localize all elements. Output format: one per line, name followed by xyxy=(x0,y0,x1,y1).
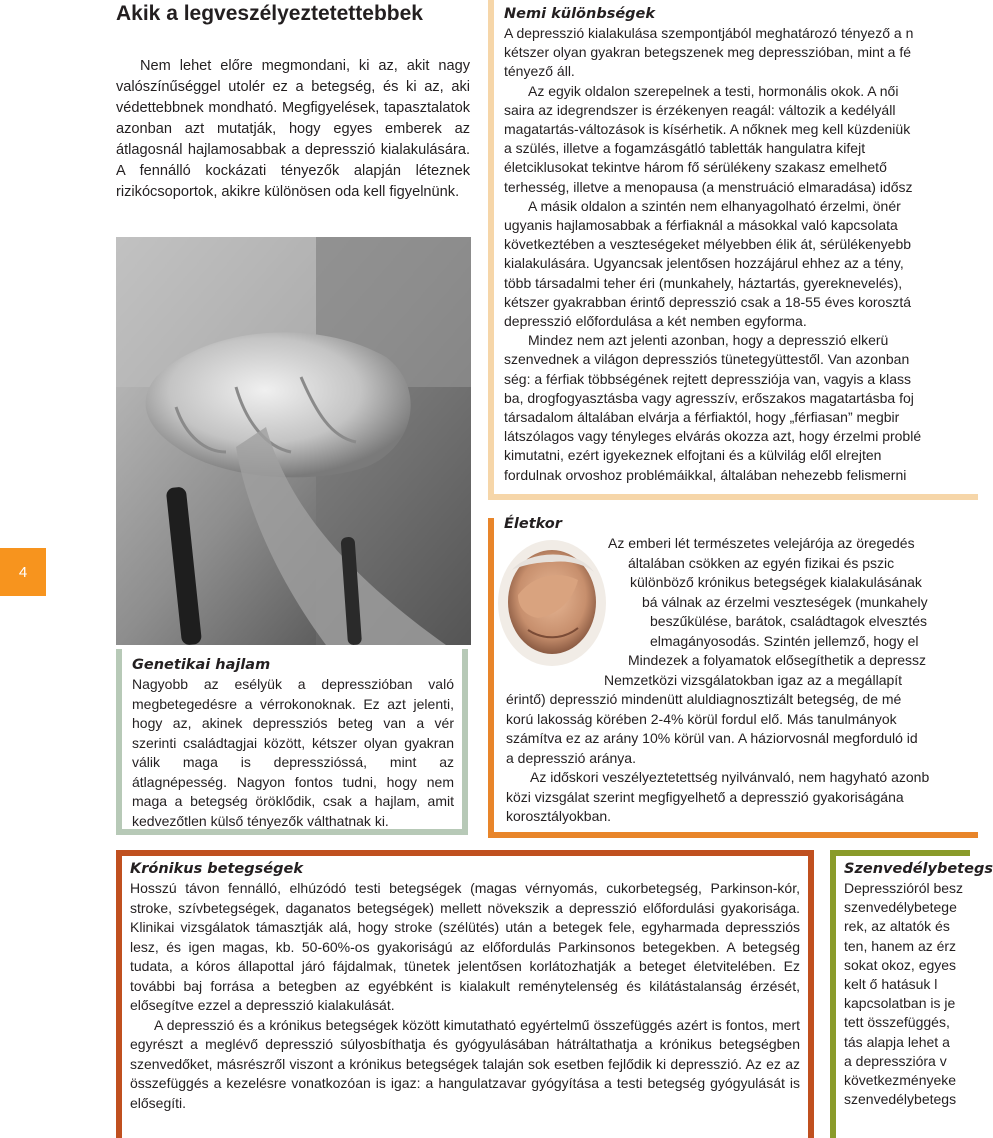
addiction-line: kapcsolatban is je xyxy=(844,995,956,1012)
addiction-line: tás alapja lehet a xyxy=(844,1033,950,1050)
gender-line: a szülés, illetve a fogamzásgátló tabletták hangulatra kifejt xyxy=(504,140,866,157)
age-line: közi vizsgálat szerint megfigyelhető a depresszió gyakoriságána xyxy=(506,788,904,805)
chronic-text-1: Hosszú távon fennálló, elhúzódó testi betegségek (magas vérnyomás, cukorbetegség, Parkinson-kór, stroke, szívbetegségek, daganatos betegségek) mellett növekszik a depresszió előfordulási gyakorisága. Klinikai vizsgálatok támasztják alá, hogy stroke (szélütés) után a betegek fele, egyharmada depressziós lesz, és igen magas, kb. 50-60%-os gyakoriságú az előfordulás Parkinsonos betegekben. A betegség tudata, a kóros állapottal járó fájdalmak, tünetek jelentősen korlátozhatják a beteget életvitelében. Ez további baj forrása a betegben az egyébként is kialakult reménytelenség és kilátástalanság érzését, elősegítve ezzel a depresszió kialakulását. xyxy=(130,880,800,1013)
genetic-box xyxy=(116,649,468,835)
gender-text xyxy=(504,24,978,485)
elderly-face-photo xyxy=(498,540,606,666)
age-line: korosztályokban. xyxy=(506,808,612,824)
gender-line: látszólagos vagy tényleges elvárás okozza azt, hogy érzelmi problé xyxy=(504,428,922,445)
addiction-line: következményeke xyxy=(844,1072,957,1089)
age-line: különböző krónikus betegségek kialakulásának xyxy=(630,574,922,590)
gender-line: kétszer gyakrabban érintő depresszió csak a 18-55 éves korosztá xyxy=(504,293,911,310)
addiction-heading: Szenvedélybetegs xyxy=(844,861,993,877)
age-line: általában csökken az egyén fizikai és pszic xyxy=(628,554,895,571)
addiction-box xyxy=(830,850,993,1138)
age-line: elmagányosodás. Szintén jellemző, hogy el xyxy=(650,632,919,649)
gender-line: kétszer olyan gyakran betegszenek meg depresszióban, mint a fé xyxy=(504,44,912,61)
addiction-line: rek, az altatók és xyxy=(844,918,950,935)
addiction-line: a depresszióra v xyxy=(844,1052,947,1069)
gender-line: ba, drogfogyasztásba vagy agresszív, erőszakos magatartásba foj xyxy=(504,389,914,406)
gender-line: Mindez nem azt jelenti azonban, hogy a depresszió elkerü xyxy=(528,332,889,349)
gender-line: fordulnak orvoshoz problémáikkal, általában nehezebb felismerni xyxy=(504,466,907,483)
age-line: Nemzetközi vizsgálatokban igaz az a megállapít xyxy=(604,671,903,688)
gender-line: ugyanis hajlamosabbak a férfiaknál a másokkal való kapcsolata xyxy=(504,217,898,234)
intro-paragraph xyxy=(116,56,470,203)
age-heading: Életkor xyxy=(504,516,562,532)
gender-line: szenvednek a világon depressziós tünetegyüttestől. Van azonban xyxy=(504,351,910,368)
chronic-box xyxy=(116,850,814,1138)
addiction-line: szenvedélybetegs xyxy=(844,1091,957,1108)
genetic-text: Nagyobb az esélyük a depresszióban való megbetegedésre a vérrokonoknak. Ez azt jelenti, hogy az, akinek depressziós beteg van a vér szerinti családtagjai között, kétszer olyan gyakran válik maga is depresszióssá, mint az átlagnépesség. Nagyon fontos tudni, hogy nem maga a betegség öröklődik, csak a hajlam, amit kedvezőtlen külső tényezők válthatnak ki. xyxy=(132,676,454,829)
age-line: Az emberi lét természetes velejárója az öregedés xyxy=(608,535,915,551)
age-line: korú lakosság körében 2-4% körül fordul elő. Más tanulmányok xyxy=(506,710,897,727)
page-title: Akik a legveszélyeztetettebbek xyxy=(116,2,423,25)
age-line: érintő) depresszió mindenütt aluldiagnosztizált betegség, de mé xyxy=(506,691,902,707)
gender-line: következtében a veszteségeket mélyebben élik át, sérülékenyebb xyxy=(504,236,912,253)
gender-line: magatartás-változások is kísérhetik. A nőknek meg kell küzdeniük xyxy=(504,121,911,138)
elderly-hands-photo xyxy=(116,237,471,645)
addiction-line: tett összefüggés, xyxy=(844,1014,950,1031)
intro-text: Nem lehet előre megmondani, ki az, akit nagy valószínűséggel utolér ez a betegség, és ki az, aki védettebbnek mondható. Megfigyelések, tapasztalatok azonban azt mutatják, hogy egyes emberek az átlagosnál hajlamosabbak a depresszió kialakulására. A fennálló kockázati tényezők alapján léteznek rizikócsoportok, akikre különösen oda kell figyelnünk. xyxy=(116,58,470,200)
gender-line: saira az idegrendszer is érzékenyen reagál: változik a kedélyáll xyxy=(504,101,896,118)
addiction-text xyxy=(844,879,970,1109)
addiction-line: sokat okoz, egyes xyxy=(844,956,957,973)
chronic-heading: Krónikus betegségek xyxy=(130,861,303,877)
gender-line: A depresszió kialakulása szempontjából meghatározó tényező a n xyxy=(504,25,914,41)
addiction-line: ten, hanem az érz xyxy=(844,937,957,954)
gender-line: Az egyik oldalon szerepelnek a testi, hormonális okok. A női xyxy=(528,82,899,99)
age-line: a depresszió aránya. xyxy=(506,749,636,766)
gender-line: kimutatni, ezért igyekeznek elfojtani és a külvilág elől elrejten xyxy=(504,447,882,464)
gender-line: ség: a férfiak többségének rejtett depressziója van, vagyis a klass xyxy=(504,370,911,387)
gender-line: depresszió előfordulása a két nemben egyforma. xyxy=(504,313,807,330)
addiction-line: Depresszióról besz xyxy=(844,880,964,896)
addiction-line: szenvedélybetege xyxy=(844,899,957,916)
age-line: Az időskori veszélyeztetettség nyilvánvaló, nem hagyható azonb xyxy=(530,769,930,785)
gender-box xyxy=(488,0,978,500)
gender-line: kialakulására. Ugyancsak jelentősen hozzájárul ehhez az a tény, xyxy=(504,255,904,272)
age-line: számítva ez az arány 10% körül van. A háziorvosnál megforduló id xyxy=(506,730,918,746)
gender-line: A másik oldalon a szintén nem elhanyagolható érzelmi, önér xyxy=(528,197,901,214)
addiction-line: kelt ő hatásuk l xyxy=(844,976,938,993)
gender-line: életciklusokat tekintve három fő sérülékeny szakasz emelhető xyxy=(504,159,887,176)
chronic-text-2: A depresszió és a krónikus betegségek között kimutatható egyértelmű összefüggés azért is fontos, mert egyrészt a meglévő depresszió súlyosbíthatja és gyógyulásában hátráltathatja a krónikus betegségben szenvedőket, másrészről viszont a krónikus betegségek talaján sok esetben fejlődik ki depresszió. Az ez az összefüggés a kezelésre vonatkozóan is igaz: a hangulatzavar gyógyítása a testi betegség gyógyulását is elősegíti. xyxy=(130,1016,800,1111)
age-line: beszűkülése, barátok, családtagok elvesztés xyxy=(650,613,928,629)
page-number: 4 xyxy=(0,548,46,596)
gender-line: tényező áll. xyxy=(504,63,575,80)
age-line: bá válnak az érzelmi veszteségek (munkahely xyxy=(642,593,928,610)
genetic-heading: Genetikai hajlam xyxy=(132,657,271,673)
gender-line: több társadalmi teher éri (munkahely, háztartás, gyereknevelés), xyxy=(504,274,903,291)
gender-line: terhesség, illetve a menopausa (a menstruáció elmaradása) idősz xyxy=(504,178,913,195)
gender-line: társadalom általában elvárja a férfiaktól, hogy „férfiasan” megbir xyxy=(504,409,900,426)
gender-heading: Nemi különbségek xyxy=(504,6,656,22)
age-line: Mindezek a folyamatok elősegíthetik a depressz xyxy=(628,652,927,668)
